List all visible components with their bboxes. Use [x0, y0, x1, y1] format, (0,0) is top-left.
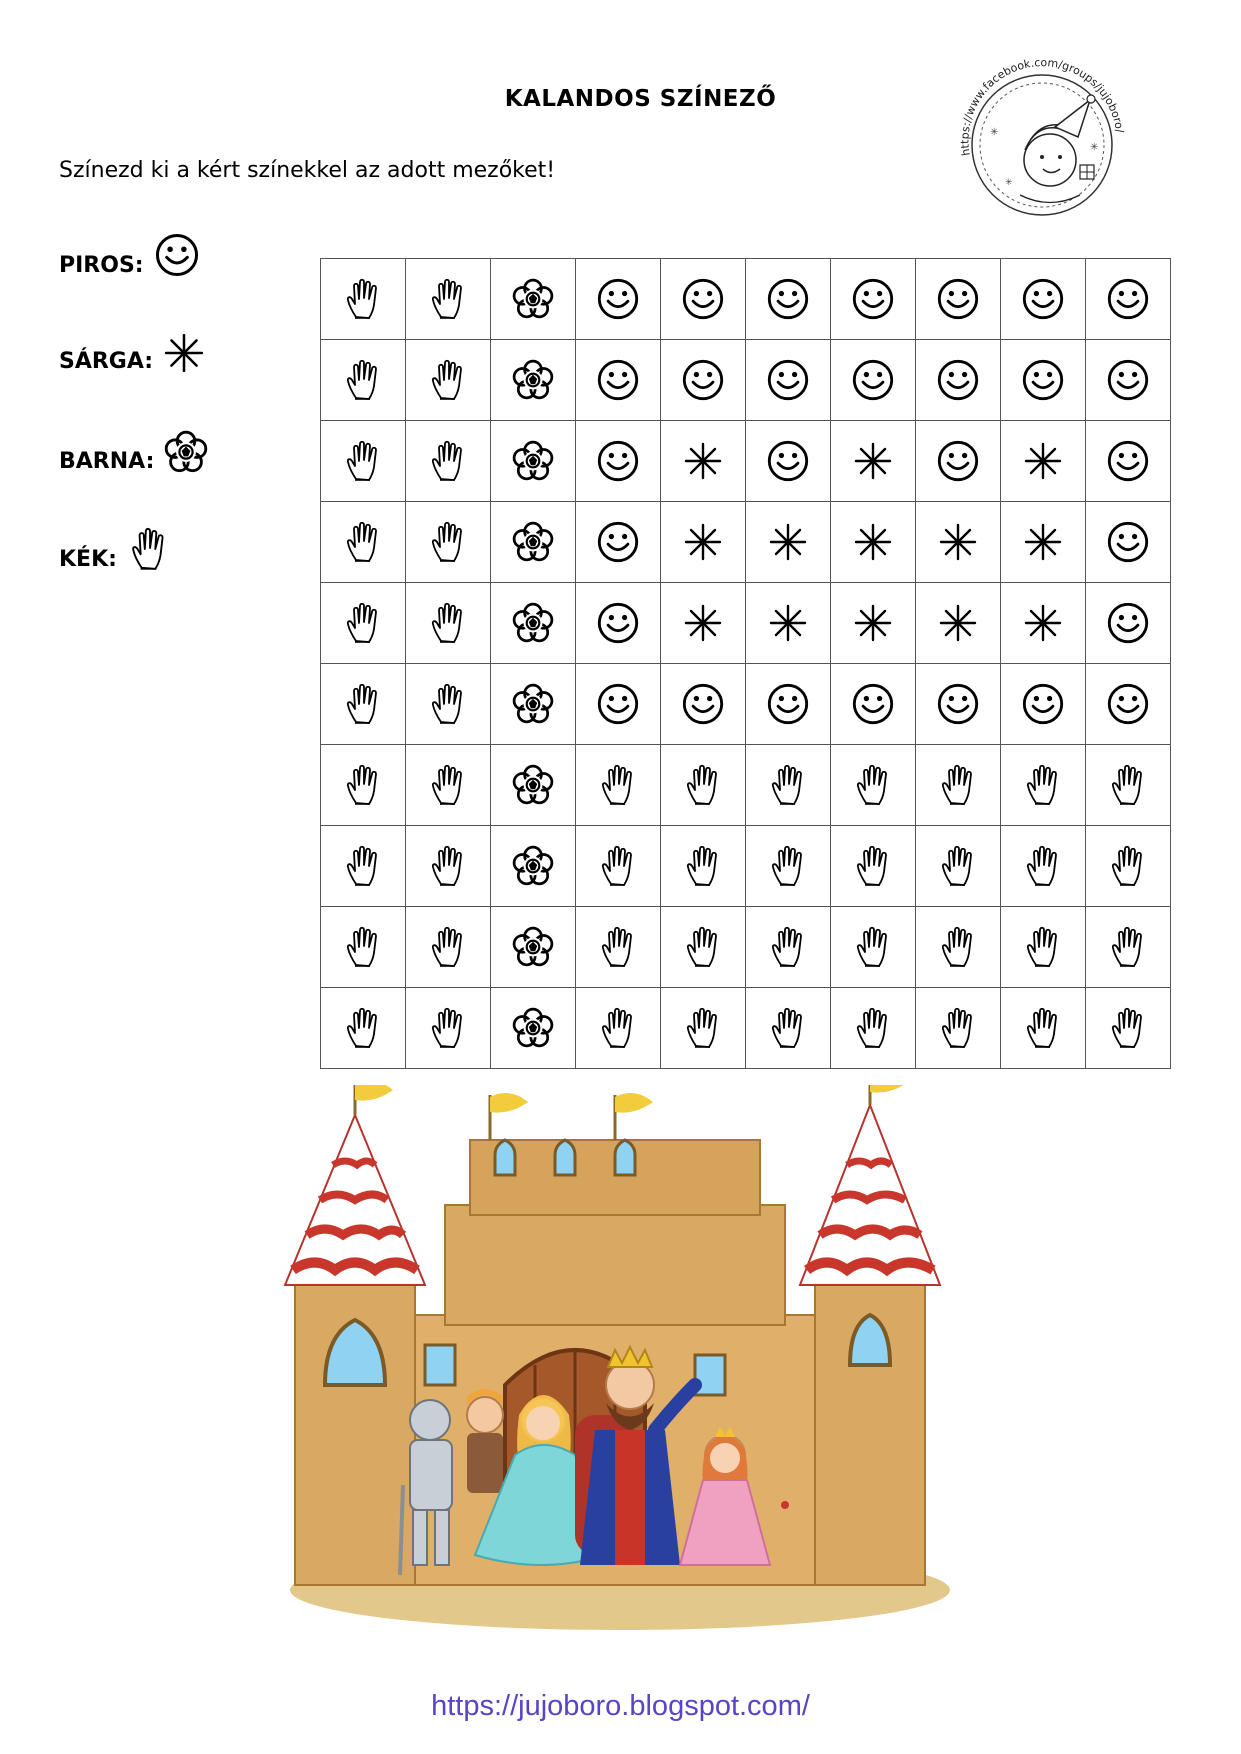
hand-icon [768, 763, 808, 807]
grid-cell[interactable] [406, 988, 491, 1069]
grid-cell[interactable] [1001, 421, 1086, 502]
asterisk-icon [1023, 603, 1063, 643]
grid-cell[interactable] [321, 988, 406, 1069]
grid-cell[interactable] [1086, 988, 1171, 1069]
legend-label: BARNA: [59, 449, 155, 474]
flower-icon [512, 845, 554, 887]
smiley-icon [936, 682, 980, 726]
grid-cell[interactable] [1086, 664, 1171, 745]
grid-cell[interactable] [916, 502, 1001, 583]
asterisk-icon [938, 522, 978, 562]
grid-cell[interactable] [831, 664, 916, 745]
grid-cell[interactable] [1086, 421, 1171, 502]
grid-cell[interactable] [746, 988, 831, 1069]
asterisk-icon [853, 441, 893, 481]
grid-cell[interactable] [661, 745, 746, 826]
smiley-icon [766, 439, 810, 483]
grid-cell[interactable] [1001, 583, 1086, 664]
grid-cell[interactable] [491, 421, 576, 502]
grid-row [321, 826, 1171, 907]
grid-cell[interactable] [406, 340, 491, 421]
legend-label: PIROS: [59, 253, 144, 278]
flower-icon [512, 359, 554, 401]
hand-icon [853, 763, 893, 807]
grid-cell[interactable] [491, 907, 576, 988]
hand-icon [343, 520, 383, 564]
grid-cell[interactable] [1086, 502, 1171, 583]
grid-cell[interactable] [916, 907, 1001, 988]
grid-row [321, 502, 1171, 583]
grid-row [321, 421, 1171, 502]
hand-icon [1023, 763, 1063, 807]
grid-cell[interactable] [1001, 502, 1086, 583]
grid-cell[interactable] [831, 340, 916, 421]
flower-icon [512, 1007, 554, 1049]
grid-cell[interactable] [576, 583, 661, 664]
grid-cell[interactable] [406, 583, 491, 664]
grid-cell[interactable] [576, 259, 661, 340]
grid-cell[interactable] [576, 421, 661, 502]
grid-cell[interactable] [831, 907, 916, 988]
smiley-icon [1106, 358, 1150, 402]
hand-icon [768, 925, 808, 969]
hand-icon [768, 844, 808, 888]
hand-icon [428, 601, 468, 645]
grid-row [321, 745, 1171, 826]
footer-url[interactable]: https://jujoboro.blogspot.com/ [431, 1690, 810, 1722]
grid-cell[interactable] [406, 664, 491, 745]
grid-cell[interactable] [491, 664, 576, 745]
grid-cell[interactable] [1001, 259, 1086, 340]
flower-icon [512, 521, 554, 563]
flower-icon [164, 430, 208, 474]
castle-illustration [275, 1085, 965, 1645]
grid-cell[interactable] [321, 745, 406, 826]
grid-cell[interactable] [661, 664, 746, 745]
grid-cell[interactable] [916, 340, 1001, 421]
hand-icon [1108, 763, 1148, 807]
hand-icon [127, 526, 171, 572]
smiley-icon [1106, 439, 1150, 483]
hand-icon [683, 1006, 723, 1050]
grid-cell[interactable] [831, 502, 916, 583]
hand-icon [853, 844, 893, 888]
hand-icon [428, 844, 468, 888]
grid-cell[interactable] [916, 583, 1001, 664]
legend-label: KÉK: [59, 547, 117, 572]
grid-cell[interactable] [661, 259, 746, 340]
grid-cell[interactable] [321, 826, 406, 907]
grid-cell[interactable] [491, 745, 576, 826]
asterisk-icon [938, 603, 978, 643]
hand-icon [598, 763, 638, 807]
asterisk-icon [768, 603, 808, 643]
hand-icon [683, 844, 723, 888]
hand-icon [853, 925, 893, 969]
grid-cell[interactable] [576, 502, 661, 583]
hand-icon [683, 925, 723, 969]
grid-cell[interactable] [916, 988, 1001, 1069]
asterisk-icon [1023, 522, 1063, 562]
grid-cell[interactable] [576, 745, 661, 826]
grid-cell[interactable] [831, 826, 916, 907]
smiley-icon [154, 232, 200, 278]
asterisk-icon [683, 441, 723, 481]
hand-icon [853, 1006, 893, 1050]
grid-cell[interactable] [321, 583, 406, 664]
smiley-icon [681, 682, 725, 726]
grid-cell[interactable] [1001, 826, 1086, 907]
grid-cell[interactable] [576, 988, 661, 1069]
grid-cell[interactable] [916, 745, 1001, 826]
hand-icon [428, 358, 468, 402]
page-title: KALANDOS SZÍNEZŐ [504, 86, 777, 112]
grid-cell[interactable] [831, 421, 916, 502]
hand-icon [343, 1006, 383, 1050]
smiley-icon [766, 358, 810, 402]
grid-cell[interactable] [1001, 340, 1086, 421]
hand-icon [598, 1006, 638, 1050]
asterisk-icon [683, 522, 723, 562]
grid-cell[interactable] [576, 664, 661, 745]
grid-cell[interactable] [491, 583, 576, 664]
hand-icon [343, 925, 383, 969]
smiley-icon [851, 358, 895, 402]
grid-row [321, 988, 1171, 1069]
hand-icon [343, 844, 383, 888]
hand-icon [1023, 1006, 1063, 1050]
asterisk-icon [853, 603, 893, 643]
smiley-icon [596, 682, 640, 726]
hand-icon [938, 844, 978, 888]
grid-cell[interactable] [746, 421, 831, 502]
grid-cell[interactable] [661, 907, 746, 988]
hand-icon [428, 439, 468, 483]
grid-cell[interactable] [491, 340, 576, 421]
grid-cell[interactable] [406, 421, 491, 502]
hand-icon [428, 925, 468, 969]
flower-icon [512, 926, 554, 968]
smiley-icon [596, 520, 640, 564]
flower-icon [512, 278, 554, 320]
grid-cell[interactable] [661, 421, 746, 502]
smiley-icon [1106, 520, 1150, 564]
svg-text:✳: ✳ [1005, 178, 1013, 188]
coloring-grid [320, 258, 1171, 1069]
grid-cell[interactable] [321, 907, 406, 988]
grid-cell[interactable] [1086, 259, 1171, 340]
grid-cell[interactable] [321, 502, 406, 583]
grid-cell[interactable] [661, 502, 746, 583]
hand-icon [343, 439, 383, 483]
grid-cell[interactable] [1001, 988, 1086, 1069]
smiley-icon [936, 439, 980, 483]
smiley-icon [766, 682, 810, 726]
smiley-icon [851, 682, 895, 726]
grid-cell[interactable] [321, 664, 406, 745]
hand-icon [1108, 925, 1148, 969]
grid-cell[interactable] [406, 907, 491, 988]
grid-cell[interactable] [746, 583, 831, 664]
grid-cell[interactable] [831, 259, 916, 340]
hand-icon [598, 844, 638, 888]
hand-icon [343, 358, 383, 402]
hand-icon [683, 763, 723, 807]
grid-cell[interactable] [1086, 826, 1171, 907]
grid-cell[interactable] [746, 826, 831, 907]
smiley-icon [1021, 277, 1065, 321]
grid-cell[interactable] [916, 421, 1001, 502]
grid-cell[interactable] [1001, 664, 1086, 745]
flower-icon [512, 683, 554, 725]
grid-row [321, 907, 1171, 988]
grid-cell[interactable] [491, 988, 576, 1069]
grid-cell[interactable] [746, 259, 831, 340]
smiley-icon [596, 277, 640, 321]
flower-icon [512, 602, 554, 644]
hand-icon [428, 682, 468, 726]
smiley-icon [681, 358, 725, 402]
grid-cell[interactable] [1086, 583, 1171, 664]
hand-icon [343, 682, 383, 726]
facebook-group-stamp [950, 45, 1135, 230]
asterisk-icon [853, 522, 893, 562]
flower-icon [512, 764, 554, 806]
grid-row [321, 259, 1171, 340]
hand-icon [938, 1006, 978, 1050]
grid-cell[interactable] [321, 421, 406, 502]
hand-icon [428, 1006, 468, 1050]
smiley-icon [1021, 358, 1065, 402]
grid-cell[interactable] [831, 745, 916, 826]
asterisk-icon [683, 603, 723, 643]
hand-icon [598, 925, 638, 969]
hand-icon [938, 763, 978, 807]
grid-cell[interactable] [661, 826, 746, 907]
hand-icon [1108, 1006, 1148, 1050]
grid-row [321, 583, 1171, 664]
hand-icon [1023, 925, 1063, 969]
grid-cell[interactable] [746, 664, 831, 745]
grid-cell[interactable] [491, 259, 576, 340]
grid-row [321, 664, 1171, 745]
grid-cell[interactable] [916, 259, 1001, 340]
grid-cell[interactable] [661, 988, 746, 1069]
smiley-icon [766, 277, 810, 321]
svg-text:✳: ✳ [990, 127, 999, 138]
smiley-icon [1106, 682, 1150, 726]
hand-icon [1023, 844, 1063, 888]
hand-icon [428, 520, 468, 564]
smiley-icon [1106, 601, 1150, 645]
legend-red [59, 232, 200, 278]
grid-cell[interactable] [406, 826, 491, 907]
grid-cell[interactable] [406, 502, 491, 583]
hand-icon [428, 277, 468, 321]
grid-cell[interactable] [746, 907, 831, 988]
grid-cell[interactable] [1086, 340, 1171, 421]
grid-cell[interactable] [831, 583, 916, 664]
grid-cell[interactable] [1086, 907, 1171, 988]
grid-cell[interactable] [406, 745, 491, 826]
asterisk-icon [163, 332, 205, 374]
hand-icon [343, 763, 383, 807]
svg-text:https://www.facebook.com/group: https://www.facebook.com/groups/jujoboro/ [958, 56, 1127, 157]
grid-row [321, 340, 1171, 421]
grid-cell[interactable] [916, 826, 1001, 907]
grid-cell[interactable] [491, 502, 576, 583]
legend-blue [59, 526, 171, 572]
grid-cell[interactable] [576, 340, 661, 421]
grid-cell[interactable] [831, 988, 916, 1069]
asterisk-icon [1023, 441, 1063, 481]
flower-icon [512, 440, 554, 482]
legend-yellow [59, 332, 205, 374]
hand-icon [1108, 844, 1148, 888]
hand-icon [343, 601, 383, 645]
grid-cell[interactable] [746, 502, 831, 583]
grid-cell[interactable] [406, 259, 491, 340]
grid-cell[interactable] [576, 826, 661, 907]
grid-cell[interactable] [661, 583, 746, 664]
grid-cell[interactable] [746, 340, 831, 421]
asterisk-icon [768, 522, 808, 562]
legend-brown [59, 430, 208, 474]
hand-icon [343, 277, 383, 321]
smiley-icon [851, 277, 895, 321]
grid-cell[interactable] [1086, 745, 1171, 826]
smiley-icon [596, 358, 640, 402]
smiley-icon [596, 439, 640, 483]
grid-cell[interactable] [661, 340, 746, 421]
hand-icon [938, 925, 978, 969]
svg-text:✳: ✳ [1090, 142, 1099, 153]
grid-cell[interactable] [916, 664, 1001, 745]
smiley-icon [936, 358, 980, 402]
grid-cell[interactable] [321, 259, 406, 340]
grid-cell[interactable] [321, 340, 406, 421]
grid-cell[interactable] [746, 745, 831, 826]
grid-cell[interactable] [1001, 745, 1086, 826]
smiley-icon [1106, 277, 1150, 321]
smiley-icon [596, 601, 640, 645]
legend-label: SÁRGA: [59, 349, 154, 374]
smiley-icon [1021, 682, 1065, 726]
smiley-icon [681, 277, 725, 321]
smiley-icon [936, 277, 980, 321]
grid-cell[interactable] [491, 826, 576, 907]
grid-cell[interactable] [576, 907, 661, 988]
hand-icon [768, 1006, 808, 1050]
grid-cell[interactable] [1001, 907, 1086, 988]
instruction-text: Színezd ki a kért színekkel az adott mezőket! [59, 158, 556, 183]
hand-icon [428, 763, 468, 807]
